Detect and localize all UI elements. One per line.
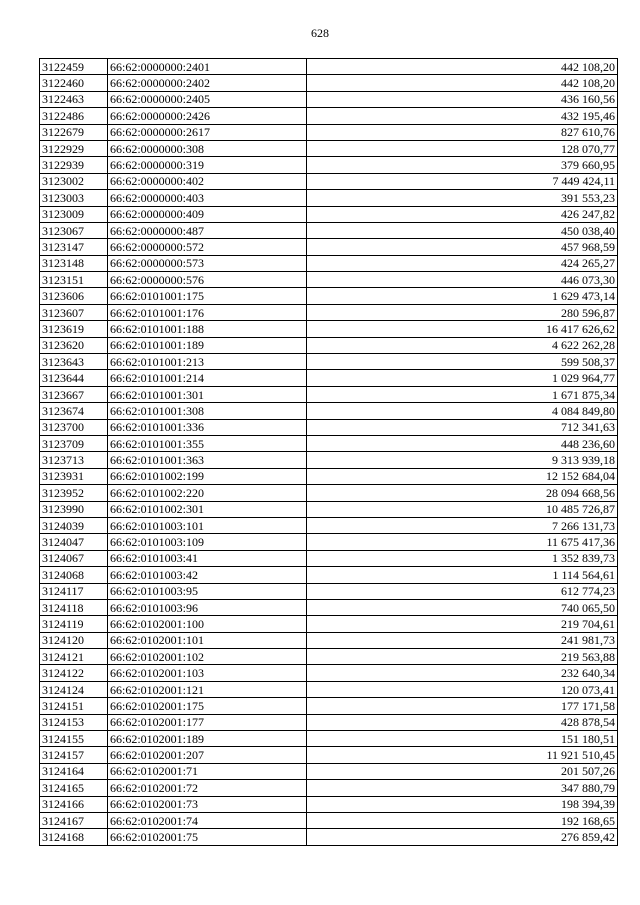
cadastral-number-cell: 66:62:0101001:188	[108, 321, 307, 337]
cadastral-number-cell: 66:62:0102001:103	[108, 665, 307, 681]
row-id-cell: 3124153	[40, 714, 108, 730]
value-cell: 391 553,23	[307, 190, 618, 206]
value-cell: 432 195,46	[307, 108, 618, 124]
cadastral-number-cell: 66:62:0101001:175	[108, 288, 307, 304]
row-id-cell: 3124117	[40, 583, 108, 599]
value-cell: 1 629 473,14	[307, 288, 618, 304]
value-cell: 9 313 939,18	[307, 452, 618, 468]
value-cell: 1 114 564,61	[307, 567, 618, 583]
cadastral-number-cell: 66:62:0000000:2402	[108, 75, 307, 91]
cadastral-number-cell: 66:62:0102001:75	[108, 829, 307, 845]
table-row	[40, 517, 618, 533]
cadastral-number-cell: 66:62:0000000:308	[108, 140, 307, 156]
value-cell: 280 596,87	[307, 304, 618, 320]
value-cell: 428 878,54	[307, 714, 618, 730]
table-row	[40, 272, 618, 288]
value-cell: 740 065,50	[307, 599, 618, 615]
value-cell: 198 394,39	[307, 796, 618, 812]
table-row	[40, 550, 618, 566]
row-id-cell: 3124168	[40, 829, 108, 845]
table-row	[40, 206, 618, 222]
row-id-cell: 3123931	[40, 468, 108, 484]
value-cell: 4 084 849,80	[307, 403, 618, 419]
table-row	[40, 567, 618, 583]
cadastral-number-cell: 66:62:0101001:308	[108, 403, 307, 419]
cadastral-number-cell: 66:62:0000000:402	[108, 173, 307, 189]
value-cell: 379 660,95	[307, 157, 618, 173]
table-row	[40, 534, 618, 550]
value-cell: 599 508,37	[307, 354, 618, 370]
cadastral-number-cell: 66:62:0101001:189	[108, 337, 307, 353]
cadastral-number-cell: 66:62:0000000:2426	[108, 108, 307, 124]
table-row	[40, 59, 618, 75]
value-cell: 11 921 510,45	[307, 747, 618, 763]
row-id-cell: 3123151	[40, 272, 108, 288]
cadastral-number-cell: 66:62:0101001:363	[108, 452, 307, 468]
row-id-cell: 3124155	[40, 731, 108, 747]
cadastral-number-cell: 66:62:0000000:319	[108, 157, 307, 173]
row-id-cell: 3122486	[40, 108, 108, 124]
value-cell: 219 563,88	[307, 649, 618, 665]
cadastral-number-cell: 66:62:0102001:175	[108, 698, 307, 714]
row-id-cell: 3124047	[40, 534, 108, 550]
table-row	[40, 435, 618, 451]
table-row	[40, 698, 618, 714]
table-row	[40, 468, 618, 484]
table-row	[40, 75, 618, 91]
table-row	[40, 681, 618, 697]
cadastral-number-cell: 66:62:0000000:573	[108, 255, 307, 271]
row-id-cell: 3124165	[40, 780, 108, 796]
value-cell: 827 610,76	[307, 124, 618, 140]
cadastral-number-cell: 66:62:0101003:109	[108, 534, 307, 550]
value-cell: 446 073,30	[307, 272, 618, 288]
table-row	[40, 763, 618, 779]
row-id-cell: 3123700	[40, 419, 108, 435]
cadastral-number-cell: 66:62:0102001:73	[108, 796, 307, 812]
cadastral-number-cell: 66:62:0000000:487	[108, 222, 307, 238]
row-id-cell: 3123148	[40, 255, 108, 271]
row-id-cell: 3123620	[40, 337, 108, 353]
row-id-cell: 3123003	[40, 190, 108, 206]
cadastral-number-cell: 66:62:0101003:101	[108, 517, 307, 533]
cadastral-number-cell: 66:62:0102001:121	[108, 681, 307, 697]
value-cell: 424 265,27	[307, 255, 618, 271]
table-row	[40, 485, 618, 501]
row-id-cell: 3123619	[40, 321, 108, 337]
table-row	[40, 419, 618, 435]
row-id-cell: 3124068	[40, 567, 108, 583]
table-row	[40, 190, 618, 206]
table-body	[40, 59, 618, 846]
table-row	[40, 452, 618, 468]
cadastral-number-cell: 66:62:0102001:189	[108, 731, 307, 747]
table-row	[40, 140, 618, 156]
cadastral-number-cell: 66:62:0101002:220	[108, 485, 307, 501]
value-cell: 442 108,20	[307, 75, 618, 91]
row-id-cell: 3123952	[40, 485, 108, 501]
cadastral-number-cell: 66:62:0102001:100	[108, 616, 307, 632]
cadastral-number-cell: 66:62:0101001:301	[108, 386, 307, 402]
value-cell: 4 622 262,28	[307, 337, 618, 353]
row-id-cell: 3123643	[40, 354, 108, 370]
row-id-cell: 3124121	[40, 649, 108, 665]
table-row	[40, 747, 618, 763]
value-cell: 450 038,40	[307, 222, 618, 238]
value-cell: 16 417 626,62	[307, 321, 618, 337]
cadastral-number-cell: 66:62:0000000:576	[108, 272, 307, 288]
table-row	[40, 403, 618, 419]
value-cell: 457 968,59	[307, 239, 618, 255]
table-row	[40, 731, 618, 747]
value-cell: 436 160,56	[307, 91, 618, 107]
value-cell: 448 236,60	[307, 435, 618, 451]
value-cell: 219 704,61	[307, 616, 618, 632]
cadastral-number-cell: 66:62:0000000:2405	[108, 91, 307, 107]
cadastral-number-cell: 66:62:0101003:42	[108, 567, 307, 583]
value-cell: 1 029 964,77	[307, 370, 618, 386]
row-id-cell: 3124122	[40, 665, 108, 681]
table-row	[40, 796, 618, 812]
cadastral-number-cell: 66:62:0101001:336	[108, 419, 307, 435]
table-row	[40, 91, 618, 107]
cadastral-number-cell: 66:62:0102001:102	[108, 649, 307, 665]
row-id-cell: 3123674	[40, 403, 108, 419]
value-cell: 712 341,63	[307, 419, 618, 435]
table-row	[40, 599, 618, 615]
table-row	[40, 714, 618, 730]
cadastral-number-cell: 66:62:0101002:301	[108, 501, 307, 517]
row-id-cell: 3124151	[40, 698, 108, 714]
table-row	[40, 616, 618, 632]
cadastral-number-cell: 66:62:0000000:2617	[108, 124, 307, 140]
page-number: 628	[311, 26, 329, 40]
row-id-cell: 3122679	[40, 124, 108, 140]
row-id-cell: 3123713	[40, 452, 108, 468]
row-id-cell: 3124039	[40, 517, 108, 533]
value-cell: 177 171,58	[307, 698, 618, 714]
cadastral-number-cell: 66:62:0101001:176	[108, 304, 307, 320]
value-cell: 426 247,82	[307, 206, 618, 222]
value-cell: 7 266 131,73	[307, 517, 618, 533]
cadastral-number-cell: 66:62:0101001:213	[108, 354, 307, 370]
table-row	[40, 665, 618, 681]
value-cell: 7 449 424,11	[307, 173, 618, 189]
cadastral-number-cell: 66:62:0000000:403	[108, 190, 307, 206]
value-cell: 10 485 726,87	[307, 501, 618, 517]
table-row	[40, 222, 618, 238]
table-row	[40, 386, 618, 402]
cadastral-number-cell: 66:62:0101002:199	[108, 468, 307, 484]
value-cell: 201 507,26	[307, 763, 618, 779]
row-id-cell: 3122463	[40, 91, 108, 107]
cadastral-number-cell: 66:62:0102001:71	[108, 763, 307, 779]
table-row	[40, 812, 618, 828]
cadastral-number-cell: 66:62:0102001:72	[108, 780, 307, 796]
table-row	[40, 370, 618, 386]
row-id-cell: 3122929	[40, 140, 108, 156]
cadastral-value-table	[39, 58, 618, 846]
row-id-cell: 3124166	[40, 796, 108, 812]
cadastral-number-cell: 66:62:0102001:74	[108, 812, 307, 828]
row-id-cell: 3124067	[40, 550, 108, 566]
table-row	[40, 583, 618, 599]
value-cell: 1 352 839,73	[307, 550, 618, 566]
row-id-cell: 3123990	[40, 501, 108, 517]
table-row	[40, 649, 618, 665]
table-row	[40, 173, 618, 189]
table-row	[40, 354, 618, 370]
value-cell: 12 152 684,04	[307, 468, 618, 484]
value-cell: 192 168,65	[307, 812, 618, 828]
cadastral-number-cell: 66:62:0102001:207	[108, 747, 307, 763]
cadastral-number-cell: 66:62:0101001:214	[108, 370, 307, 386]
row-id-cell: 3123606	[40, 288, 108, 304]
cadastral-number-cell: 66:62:0000000:2401	[108, 59, 307, 75]
cadastral-number-cell: 66:62:0000000:572	[108, 239, 307, 255]
row-id-cell: 3122459	[40, 59, 108, 75]
value-cell: 120 073,41	[307, 681, 618, 697]
value-cell: 276 859,42	[307, 829, 618, 845]
table-row	[40, 124, 618, 140]
row-id-cell: 3123667	[40, 386, 108, 402]
row-id-cell: 3124119	[40, 616, 108, 632]
value-cell: 612 774,23	[307, 583, 618, 599]
table-row	[40, 501, 618, 517]
row-id-cell: 3122939	[40, 157, 108, 173]
value-cell: 11 675 417,36	[307, 534, 618, 550]
row-id-cell: 3124124	[40, 681, 108, 697]
table-row	[40, 239, 618, 255]
row-id-cell: 3124120	[40, 632, 108, 648]
table-row	[40, 288, 618, 304]
row-id-cell: 3123607	[40, 304, 108, 320]
cadastral-number-cell: 66:62:0101003:96	[108, 599, 307, 615]
value-cell: 28 094 668,56	[307, 485, 618, 501]
table-row	[40, 108, 618, 124]
table-row	[40, 304, 618, 320]
table-row	[40, 157, 618, 173]
cadastral-number-cell: 66:62:0101003:41	[108, 550, 307, 566]
value-cell: 442 108,20	[307, 59, 618, 75]
value-cell: 128 070,77	[307, 140, 618, 156]
value-cell: 347 880,79	[307, 780, 618, 796]
table-row	[40, 337, 618, 353]
value-cell: 1 671 875,34	[307, 386, 618, 402]
row-id-cell: 3124167	[40, 812, 108, 828]
row-id-cell: 3123067	[40, 222, 108, 238]
row-id-cell: 3124118	[40, 599, 108, 615]
row-id-cell: 3123002	[40, 173, 108, 189]
table-row	[40, 255, 618, 271]
value-cell: 151 180,51	[307, 731, 618, 747]
row-id-cell: 3124157	[40, 747, 108, 763]
row-id-cell: 3123644	[40, 370, 108, 386]
cadastral-number-cell: 66:62:0101003:95	[108, 583, 307, 599]
row-id-cell: 3123147	[40, 239, 108, 255]
cadastral-number-cell: 66:62:0102001:101	[108, 632, 307, 648]
table-row	[40, 632, 618, 648]
cadastral-number-cell: 66:62:0000000:409	[108, 206, 307, 222]
row-id-cell: 3122460	[40, 75, 108, 91]
cadastral-number-cell: 66:62:0101001:355	[108, 435, 307, 451]
table-row	[40, 780, 618, 796]
cadastral-number-cell: 66:62:0102001:177	[108, 714, 307, 730]
row-id-cell: 3124164	[40, 763, 108, 779]
value-cell: 241 981,73	[307, 632, 618, 648]
value-cell: 232 640,34	[307, 665, 618, 681]
table-row	[40, 829, 618, 845]
table-row	[40, 321, 618, 337]
row-id-cell: 3123709	[40, 435, 108, 451]
row-id-cell: 3123009	[40, 206, 108, 222]
